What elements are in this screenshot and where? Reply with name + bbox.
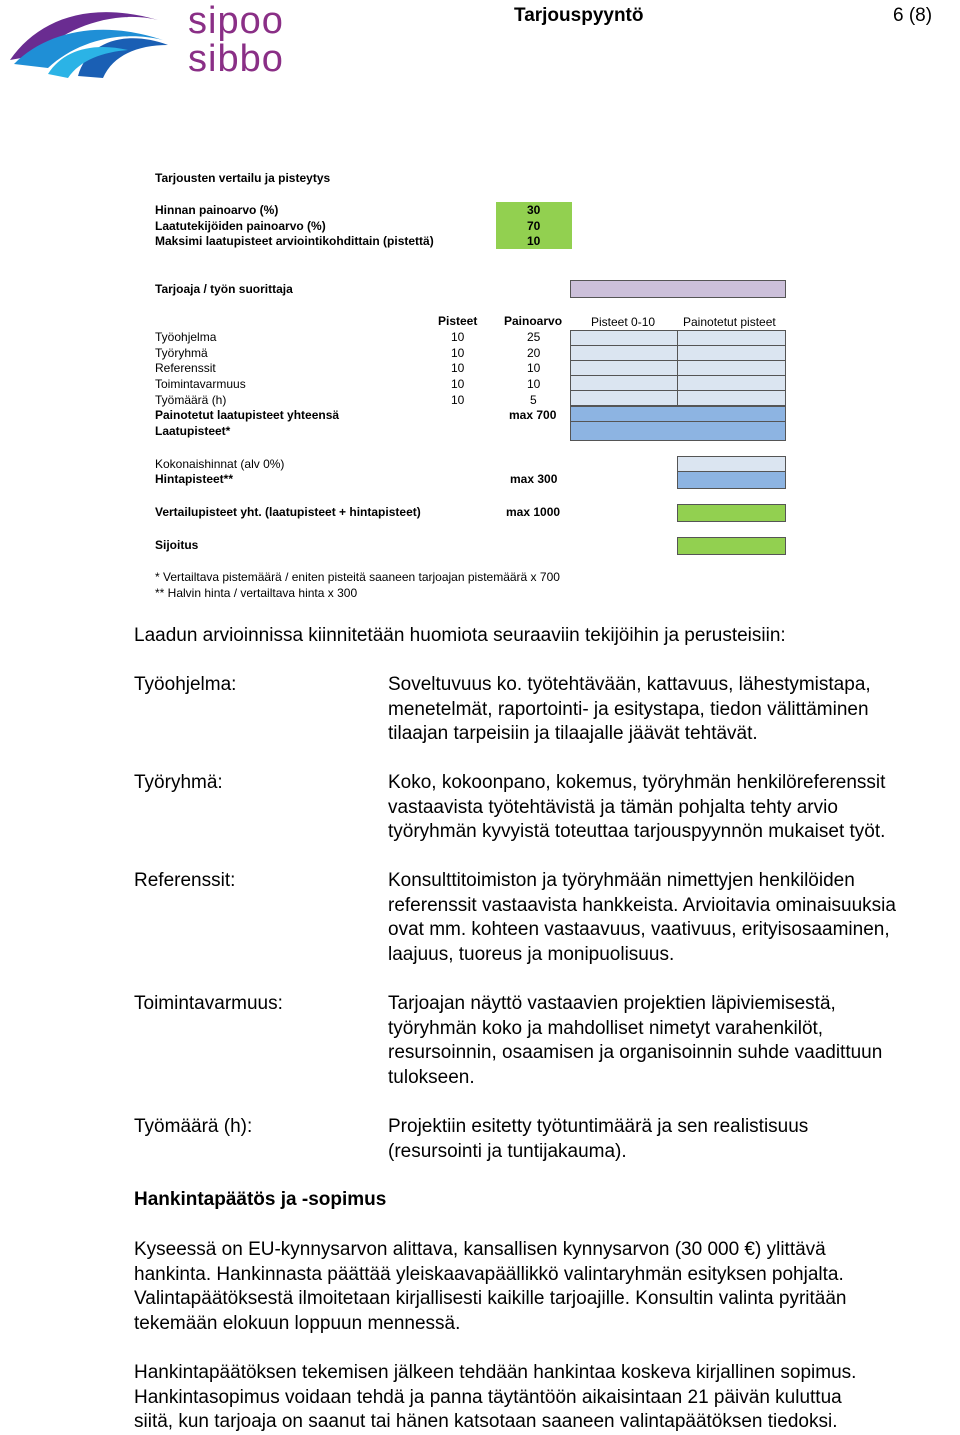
text-line: Valintapäätöksestä ilmoitetaan kirjallisesti kaikille tarjoajille. Konsultin valinta pyritään	[134, 1288, 847, 1309]
price-points-cell	[677, 471, 786, 489]
footnote-2: ** Halvin hinta / vertailtava hinta x 300	[155, 586, 358, 600]
criteria-intro: Laadun arvioinnissa kiinnitetään huomiota seuraaviin tekijöihin ja perusteisiin:	[134, 625, 786, 646]
weighted-total-max: max 700	[509, 408, 557, 422]
text-line: Soveltuvuus ko. työtehtävään, kattavuus, lähestymistapa,	[388, 674, 871, 695]
placement-label: Sijoitus	[155, 538, 199, 552]
row-painoarvo: 25	[527, 330, 541, 344]
col-header-pisteet: Pisteet	[438, 314, 478, 328]
row-label: Toimintavarmuus	[155, 377, 246, 391]
score-cell	[570, 390, 678, 406]
logo-text-sipoo: sipoo	[188, 0, 284, 42]
criterion-label: Referenssit:	[134, 870, 236, 891]
comparison-max: max 1000	[506, 505, 561, 519]
text-line: tulokseen.	[388, 1066, 475, 1088]
text-line: tekemään elokuun loppuun mennessä.	[134, 1312, 461, 1334]
criterion-label: Työohjelma:	[134, 674, 237, 695]
text-line: vastaavista työtehtävistä ja tämän pohjalta tehty arvio	[388, 796, 838, 818]
score-cell	[570, 375, 678, 391]
bidder-label: Tarjoaja / työn suorittaja	[155, 282, 293, 296]
criterion-label: Työmäärä (h):	[134, 1116, 253, 1137]
row-painoarvo: 5	[530, 393, 537, 407]
score-cell	[570, 345, 678, 361]
placement-cell	[677, 537, 786, 555]
text-line: työryhmän koko ja mahdolliset nimetyt varahenkilöt,	[388, 1017, 824, 1039]
row-painoarvo: 20	[527, 346, 541, 360]
text-line: Projektiin esitetty työtuntimäärä ja sen realistisuus	[388, 1116, 809, 1137]
price-points-max: max 300	[510, 472, 558, 486]
footnote-1: * Vertailtava pistemäärä / eniten pisteitä saaneen tarjoajan pistemäärä x 700	[155, 570, 560, 584]
row-pisteet: 10	[451, 361, 465, 375]
criterion-text	[388, 673, 960, 747]
weight-label-quality: Laatutekijöiden painoarvo (%)	[155, 219, 326, 233]
text-line: hankinta. Hankinnasta päättää yleiskaavapäällikkö valintaryhmän esityksen pohjalta.	[134, 1263, 844, 1285]
row-pisteet: 10	[451, 346, 465, 360]
text-line: tilaajan tarpeisiin ja tilaajalle jäävät tehtävät.	[388, 723, 758, 744]
quality-points-cell	[570, 421, 786, 441]
text-line: resursoinnin, osaamisen ja organisoinnin suhde vaadittuun	[388, 1042, 883, 1063]
logo-text-sibbo: sibbo	[188, 38, 284, 80]
weighted-cell	[677, 330, 786, 346]
score-cell	[570, 360, 678, 376]
weight-value-quality: 70	[527, 219, 541, 233]
text-line: ovat mm. kohteen vastaavuus, vaativuus, erityisosaaminen,	[388, 919, 890, 940]
weighted-total-label: Painotetut laatupisteet yhteensä	[155, 408, 340, 422]
row-painoarvo: 10	[527, 361, 541, 375]
comparison-label: Vertailupisteet yht. (laatupisteet + hintapisteet)	[155, 505, 421, 519]
row-label: Referenssit	[155, 361, 216, 375]
weighted-cell	[677, 345, 786, 361]
row-painoarvo: 10	[527, 377, 541, 391]
price-points-label: Hintapisteet**	[155, 472, 234, 486]
criterion-label: Työryhmä:	[134, 772, 223, 793]
page-number: 6 (8)	[893, 5, 933, 26]
logo-wave-icon	[8, 0, 183, 82]
document-title: Tarjouspyyntö	[514, 5, 644, 26]
weight-value-price: 30	[527, 203, 541, 217]
weight-value-max: 10	[527, 234, 541, 248]
text-line: työryhmän kyvyistä toteuttaa tarjouspyynnön mukaiset työt.	[388, 821, 886, 842]
col-header-pisteet-0-10: Pisteet 0-10	[591, 315, 656, 329]
row-label: Työryhmä	[155, 346, 208, 360]
text-line: Kyseessä on EU-kynnysarvon alittava, kansallisen kynnysarvon (30 000 €) ylittävä	[134, 1239, 826, 1260]
text-line: Hankintapäätöksen tekemisen jälkeen tehdään hankintaa koskeva kirjallinen sopimus.	[134, 1362, 857, 1383]
scoring-table	[155, 168, 795, 608]
weighted-cell	[677, 375, 786, 391]
weighted-cell	[677, 360, 786, 376]
quality-points-label: Laatupisteet*	[155, 424, 231, 438]
row-label: Työohjelma	[155, 330, 217, 344]
text-line: menetelmät, raportointi- ja esitystapa, tiedon välittäminen	[388, 698, 869, 720]
col-header-painotetut: Painotetut pisteet	[683, 315, 776, 329]
paragraph-1	[134, 1238, 960, 1336]
criterion-label: Toimintavarmuus:	[134, 993, 283, 1014]
row-pisteet: 10	[451, 393, 465, 407]
text-line: laajuus, tuoreus ja monipuolisuus.	[388, 943, 675, 965]
col-header-painoarvo: Painoarvo	[504, 314, 563, 328]
total-price-cell	[677, 456, 786, 472]
row-pisteet: 10	[451, 377, 465, 391]
total-price-label: Kokonaishinnat (alv 0%)	[155, 457, 285, 471]
criterion-text	[388, 1115, 960, 1164]
criterion-text	[388, 771, 960, 845]
text-line: Konsulttitoimiston ja työryhmään nimettyjen henkilöiden	[388, 870, 855, 891]
text-line: Hankintasopimus voidaan tehdä ja panna täytäntöön aikaisintaan 21 päivän kuluttua	[134, 1386, 842, 1408]
weighted-cell	[677, 390, 786, 406]
row-pisteet: 10	[451, 330, 465, 344]
text-line: Tarjoajan näyttö vastaavien projektien läpiviemisestä,	[388, 993, 836, 1014]
bidder-name-cell	[570, 280, 786, 298]
comparison-cell	[677, 504, 786, 522]
section-heading: Hankintapäätös ja -sopimus	[134, 1189, 387, 1210]
criterion-text	[388, 992, 960, 1090]
score-cell	[570, 330, 678, 346]
text-line: Koko, kokoonpano, kokemus, työryhmän henkilöreferenssit	[388, 772, 886, 793]
weight-label-price: Hinnan painoarvo (%)	[155, 203, 279, 217]
paragraph-2	[134, 1361, 960, 1435]
table-title: Tarjousten vertailu ja pisteytys	[155, 171, 331, 185]
row-label: Työmäärä (h)	[155, 393, 227, 407]
text-line: (resursointi ja tuntijakauma).	[388, 1140, 627, 1162]
weighted-total-cell	[570, 406, 786, 422]
sipoo-sibbo-logo	[8, 0, 298, 82]
weight-label-max: Maksimi laatupisteet arviointikohdittain (pistettä)	[155, 234, 434, 248]
text-line: referenssit vastaavista hankkeista. Arvioitavia ominaisuuksia	[388, 894, 896, 916]
text-line: siitä, kun tarjoaja on saanut tai hänen katsotaan saaneen valintapäätöksen tiedoksi.	[134, 1411, 838, 1432]
criterion-text	[388, 869, 960, 967]
